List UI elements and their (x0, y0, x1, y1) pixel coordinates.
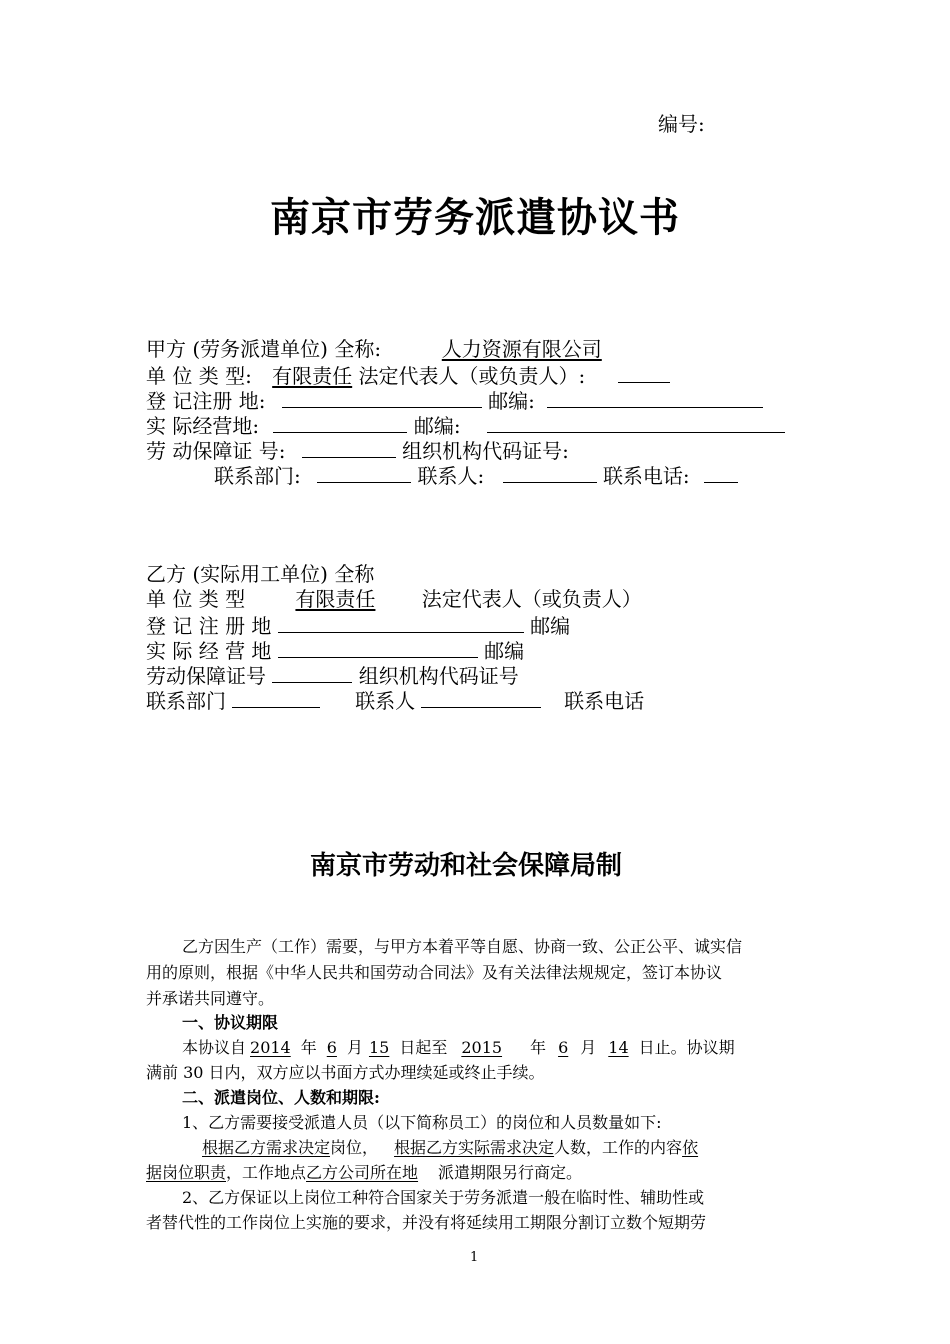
party-a-business-postcode-label: 邮编: (413, 414, 461, 438)
party-b-business-blank (278, 637, 478, 658)
term-prefix: 本协议自 (182, 1038, 247, 1057)
party-a-contact-label: 联系人: (417, 464, 485, 488)
term-end: 日止。协议期 (638, 1038, 735, 1057)
section-2-item-2-line-1: 2、乙方保证以上岗位工种符合国家关于劳务派遣一般在临时性、辅助性或 (182, 1188, 705, 1207)
party-a-labor-cert-row (146, 437, 569, 464)
term-mid: 日起至 (399, 1038, 448, 1057)
party-a-type-row (146, 362, 670, 389)
start-month: 6 (326, 1038, 337, 1057)
doc-number-label: 编号: (658, 112, 705, 136)
start-day: 15 (368, 1038, 390, 1057)
end-month: 6 (558, 1038, 569, 1057)
headcount-label: 人数，工作的内容 (554, 1138, 683, 1157)
party-b-registered-label: 登 记 注 册 地 (146, 614, 272, 638)
party-a-name-label: 甲方 (劳务派遣单位) 全称: (146, 337, 382, 361)
party-b-labor-cert-row (146, 662, 519, 689)
party-b-type-label: 单 位 类 型 (146, 587, 246, 611)
party-a-registered-label: 登 记注册 地: (146, 389, 266, 413)
section-2-heading: 二、派遣岗位、人数和期限: (182, 1088, 380, 1107)
party-b-contact-row (146, 687, 644, 714)
party-b-business-postcode-label: 邮编 (484, 639, 525, 663)
party-a-type-label: 单 位 类 型: (146, 364, 252, 388)
party-a-legal-rep-blank (618, 362, 670, 383)
section-2-item-2-line-2: 者替代性的工作岗位上实施的要求，并没有将延续用工期限分割订立数个短期劳 (146, 1213, 707, 1232)
party-b-type-row (146, 587, 642, 612)
job-content-value-a: 依 (682, 1138, 699, 1157)
party-b-legal-rep-label: 法定代表人（或负责人） (421, 587, 642, 611)
start-year: 2014 (250, 1038, 291, 1057)
party-b-business-label: 实 际 经 营 地 (146, 639, 272, 663)
position-value: 根据乙方需求决定 (202, 1138, 331, 1157)
term-line-1 (182, 1035, 735, 1061)
party-a-business-postcode-blank (487, 412, 785, 433)
end-year: 2015 (461, 1038, 503, 1057)
party-a-org-code-label: 组织机构代码证号: (402, 439, 569, 463)
year-label-2: 年 (530, 1038, 547, 1057)
party-a-business-row (146, 412, 785, 439)
party-b-contact-blank (421, 687, 541, 708)
party-a-contact-blank (503, 462, 597, 483)
workplace-label: ，工作地点 (226, 1163, 307, 1182)
party-a-registered-blank (282, 387, 482, 408)
year-label-1: 年 (300, 1038, 317, 1057)
party-b-postcode-label: 邮编 (530, 614, 571, 638)
party-b-registered-blank (278, 612, 524, 633)
intro-line-2: 用的原则，根据《中华人民共和国劳动合同法》及有关法律法规规定，签订本协议 (146, 963, 723, 982)
party-a-labor-cert-label: 劳 动保障证 号: (146, 439, 286, 463)
intro-line-3: 并承诺共同遵守。 (146, 989, 275, 1008)
party-b-name-row (146, 562, 374, 587)
party-b-name-label: 乙方 (实际用工单位) 全称 (146, 562, 375, 586)
headcount-value: 根据乙方实际需求决定 (394, 1138, 555, 1157)
party-a-business-blank (273, 412, 407, 433)
party-a-contact-row (214, 462, 738, 489)
party-a-dept-blank (317, 462, 411, 483)
workplace-line (146, 1160, 582, 1186)
section-1-heading: 一、协议期限 (182, 1013, 279, 1032)
month-label-2: 月 (580, 1038, 597, 1057)
workplace-value: 乙方公司所在地 (306, 1163, 419, 1182)
position-label: 岗位， (330, 1138, 379, 1157)
position-line (182, 1135, 698, 1161)
party-b-phone-label: 联系电话 (564, 689, 645, 713)
party-a-business-label: 实 际经营地: (146, 414, 260, 438)
month-label-1: 月 (346, 1038, 363, 1057)
party-a-postcode-label: 邮编: (488, 389, 535, 413)
intro-line-1: 乙方因生产（工作）需要，与甲方本着平等自愿、协商一致、公正公平、诚实信 (182, 937, 743, 956)
job-content-value-b: 据岗位职责 (146, 1163, 227, 1182)
party-b-labor-cert-blank (272, 662, 352, 683)
party-a-name-value: 人力资源有限公司 (441, 337, 602, 361)
party-b-business-row (146, 637, 524, 664)
party-a-legal-rep-label: 法定代表人（或负责人）: (358, 364, 586, 388)
page-number: 1 (470, 1250, 479, 1265)
issuer-heading: 南京市劳动和社会保障局制 (310, 851, 623, 881)
section-2-item-1: 1、乙方需要接受派遣人员（以下简称员工）的岗位和人员数量如下: (182, 1113, 662, 1132)
party-b-dept-blank (232, 687, 320, 708)
party-a-type-value: 有限责任 (272, 364, 353, 388)
party-a-phone-blank (704, 462, 738, 483)
dispatch-term-label: 派遣期限另行商定。 (438, 1163, 583, 1182)
party-b-labor-cert-label: 劳动保障证号 (146, 664, 266, 688)
party-a-dept-label: 联系部门: (214, 464, 301, 488)
party-a-name-row (146, 337, 602, 362)
party-b-dept-label: 联系部门 (146, 689, 226, 713)
party-a-labor-cert-blank (302, 437, 396, 458)
party-b-type-value: 有限责任 (295, 587, 376, 611)
term-line-2: 满前 30 日内，双方应以书面方式办理续延或终止手续。 (146, 1063, 545, 1082)
party-b-registered-row (146, 612, 570, 639)
party-a-registered-row (146, 387, 763, 414)
party-b-contact-label: 联系人 (355, 689, 416, 713)
party-a-postcode-blank (547, 387, 763, 408)
party-a-phone-label: 联系电话: (602, 464, 690, 488)
party-b-org-code-label: 组织机构代码证号 (358, 664, 519, 688)
page-title: 南京市劳务派遣协议书 (270, 194, 680, 241)
end-day: 14 (608, 1038, 629, 1057)
